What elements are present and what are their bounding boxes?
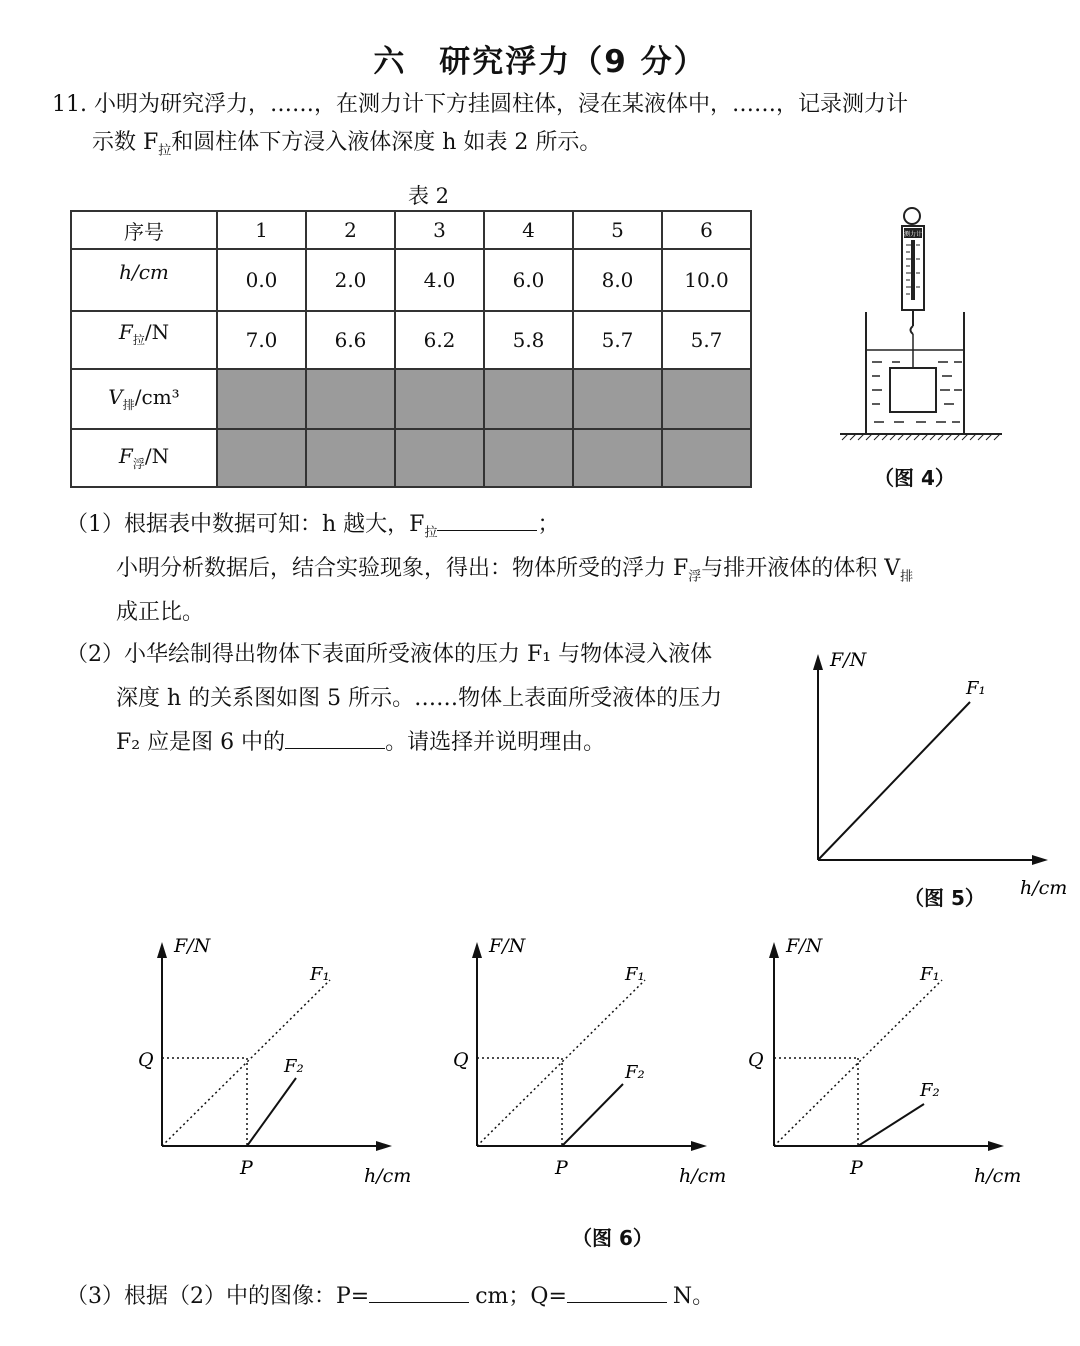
p-label: P: [240, 1157, 253, 1179]
table-cell: 6.6: [306, 311, 395, 369]
f1-label: F₁: [625, 964, 645, 985]
table-cell-empty: [662, 369, 751, 429]
q-label: Q: [453, 1049, 469, 1071]
table-cell-empty: [217, 369, 306, 429]
row-h-label: h/cm: [71, 249, 217, 311]
question-intro-line1: 小明为研究浮力，……，在测力计下方挂圆柱体，浸在某液体中，……，记录测力计: [94, 92, 909, 117]
x-axis-label: h/cm: [974, 1165, 1022, 1187]
figure6-graph-c: [742, 930, 1042, 1200]
y-axis-label: F/N: [830, 649, 867, 671]
table-cell: 1: [217, 211, 306, 249]
table-row: [71, 369, 751, 429]
table-cell-empty: [306, 369, 395, 429]
f2-label: F₂: [920, 1080, 940, 1101]
f2-line: [858, 1104, 924, 1146]
y-axis-arrow: [813, 654, 823, 670]
table-cell: 4: [484, 211, 573, 249]
table-row: [71, 311, 751, 369]
part1-line3: 成正比。: [116, 600, 205, 625]
y-axis-arrow: [769, 942, 779, 958]
table-cell: 3: [395, 211, 484, 249]
part2-line1: （2）小华绘制得出物体下表面所受液体的压力 F₁ 与物体浸入液体: [66, 642, 713, 667]
f1-dotted-line: [477, 980, 645, 1146]
figure4-illustration: [830, 200, 1020, 500]
table-cell-empty: [662, 429, 751, 487]
f1-label: F₁: [920, 964, 940, 985]
figure5-caption: （图 5）: [904, 886, 985, 910]
table-cell: 5: [573, 211, 662, 249]
part3-line: （3）根据（2）中的图像：P= cm；Q= N。: [66, 1278, 714, 1316]
f1-dotted-line: [162, 980, 330, 1146]
table-cell: 0.0: [217, 249, 306, 311]
scale-label: 测力计: [903, 231, 923, 238]
section-title: 六 研究浮力（9 分）: [373, 44, 707, 80]
table-cell: 8.0: [573, 249, 662, 311]
table-cell: 7.0: [217, 311, 306, 369]
table-cell-empty: [573, 429, 662, 487]
q-label: Q: [138, 1049, 154, 1071]
part1-line1: （1）根据表中数据可知：h 越大，$F_拉$ ；: [66, 506, 559, 552]
table-row: [71, 249, 751, 311]
x-axis-label: h/cm: [679, 1165, 727, 1187]
figure4-caption: （图 4）: [874, 466, 955, 490]
x-axis-arrow: [376, 1141, 392, 1151]
answer-blank-1[interactable]: [437, 508, 537, 531]
y-axis-label: F/N: [489, 935, 526, 957]
p-label: P: [850, 1157, 863, 1179]
f2-line: [562, 1084, 623, 1146]
table-cell-empty: [395, 429, 484, 487]
table-cell-empty: [484, 369, 573, 429]
hook-curve: [911, 326, 914, 334]
part2-line3: F₂ 应是图 6 中的 。请选择并说明理由。: [116, 724, 605, 762]
table-row: [71, 429, 751, 487]
table-cell: 4.0: [395, 249, 484, 311]
row-f-label: $F_拉/N$: [71, 311, 217, 369]
answer-blank-q[interactable]: [567, 1280, 667, 1303]
question-number: 11.: [52, 92, 87, 117]
cylinder-block: [890, 368, 936, 412]
row-v-label: $V_排$/cm³: [71, 369, 217, 429]
answer-blank-2[interactable]: [285, 726, 385, 749]
table-cell: 5.7: [662, 311, 751, 369]
y-axis-label: F/N: [786, 935, 823, 957]
part2-line2: 深度 h 的关系图如图 5 所示。……物体上表面所受液体的压力: [116, 686, 723, 711]
figure6-graph-a: [130, 930, 420, 1200]
y-axis-arrow: [157, 942, 167, 958]
table-cell-empty: [484, 429, 573, 487]
question-intro-line2: 示数 $F_拉$和圆柱体下方浸入液体深度 h 如表 2 所示。: [92, 130, 602, 159]
f2-label: F₂: [284, 1056, 304, 1077]
f1-line: [818, 702, 970, 860]
answer-blank-p[interactable]: [369, 1280, 469, 1303]
table-cell-empty: [217, 429, 306, 487]
p-label: P: [555, 1157, 568, 1179]
y-axis-label: F/N: [174, 935, 211, 957]
scale-ring: [904, 208, 920, 224]
figure6-graph-b: [445, 930, 735, 1200]
x-axis-arrow: [1032, 855, 1048, 865]
table-header-label: 序号: [71, 211, 217, 249]
table-cell: 5.8: [484, 311, 573, 369]
f2-line: [247, 1078, 296, 1146]
scale-spring: [911, 240, 915, 300]
table-cell-empty: [573, 369, 662, 429]
data-table: [70, 210, 752, 488]
question-intro: [52, 86, 908, 124]
figure5-graph: [800, 640, 1076, 920]
table-cell: 6.2: [395, 311, 484, 369]
x-axis-arrow: [691, 1141, 707, 1151]
x-axis-label: h/cm: [1020, 877, 1068, 899]
table-cell: 10.0: [662, 249, 751, 311]
y-axis-arrow: [472, 942, 482, 958]
table-cell: 6: [662, 211, 751, 249]
table-cell: 2.0: [306, 249, 395, 311]
x-axis-arrow: [988, 1141, 1004, 1151]
q-label: Q: [748, 1049, 764, 1071]
table-cell-empty: [395, 369, 484, 429]
row-fb-label: $F_浮/N$: [71, 429, 217, 487]
table-cell: 6.0: [484, 249, 573, 311]
table-caption: 表 2: [408, 184, 450, 208]
table-cell-empty: [306, 429, 395, 487]
table-row: [71, 211, 751, 249]
table-cell: 5.7: [573, 311, 662, 369]
f1-label: F₁: [966, 678, 986, 699]
part1-line2: 小明分析数据后，结合实验现象，得出：物体所受的浮力 $F_浮$与排开液体的体积 $V_排$: [116, 556, 914, 585]
x-axis-label: h/cm: [364, 1165, 412, 1187]
f2-label: F₂: [625, 1062, 645, 1083]
table-cell: 2: [306, 211, 395, 249]
figure6-caption: （图 6）: [572, 1226, 653, 1250]
f1-label: F₁: [310, 964, 330, 985]
